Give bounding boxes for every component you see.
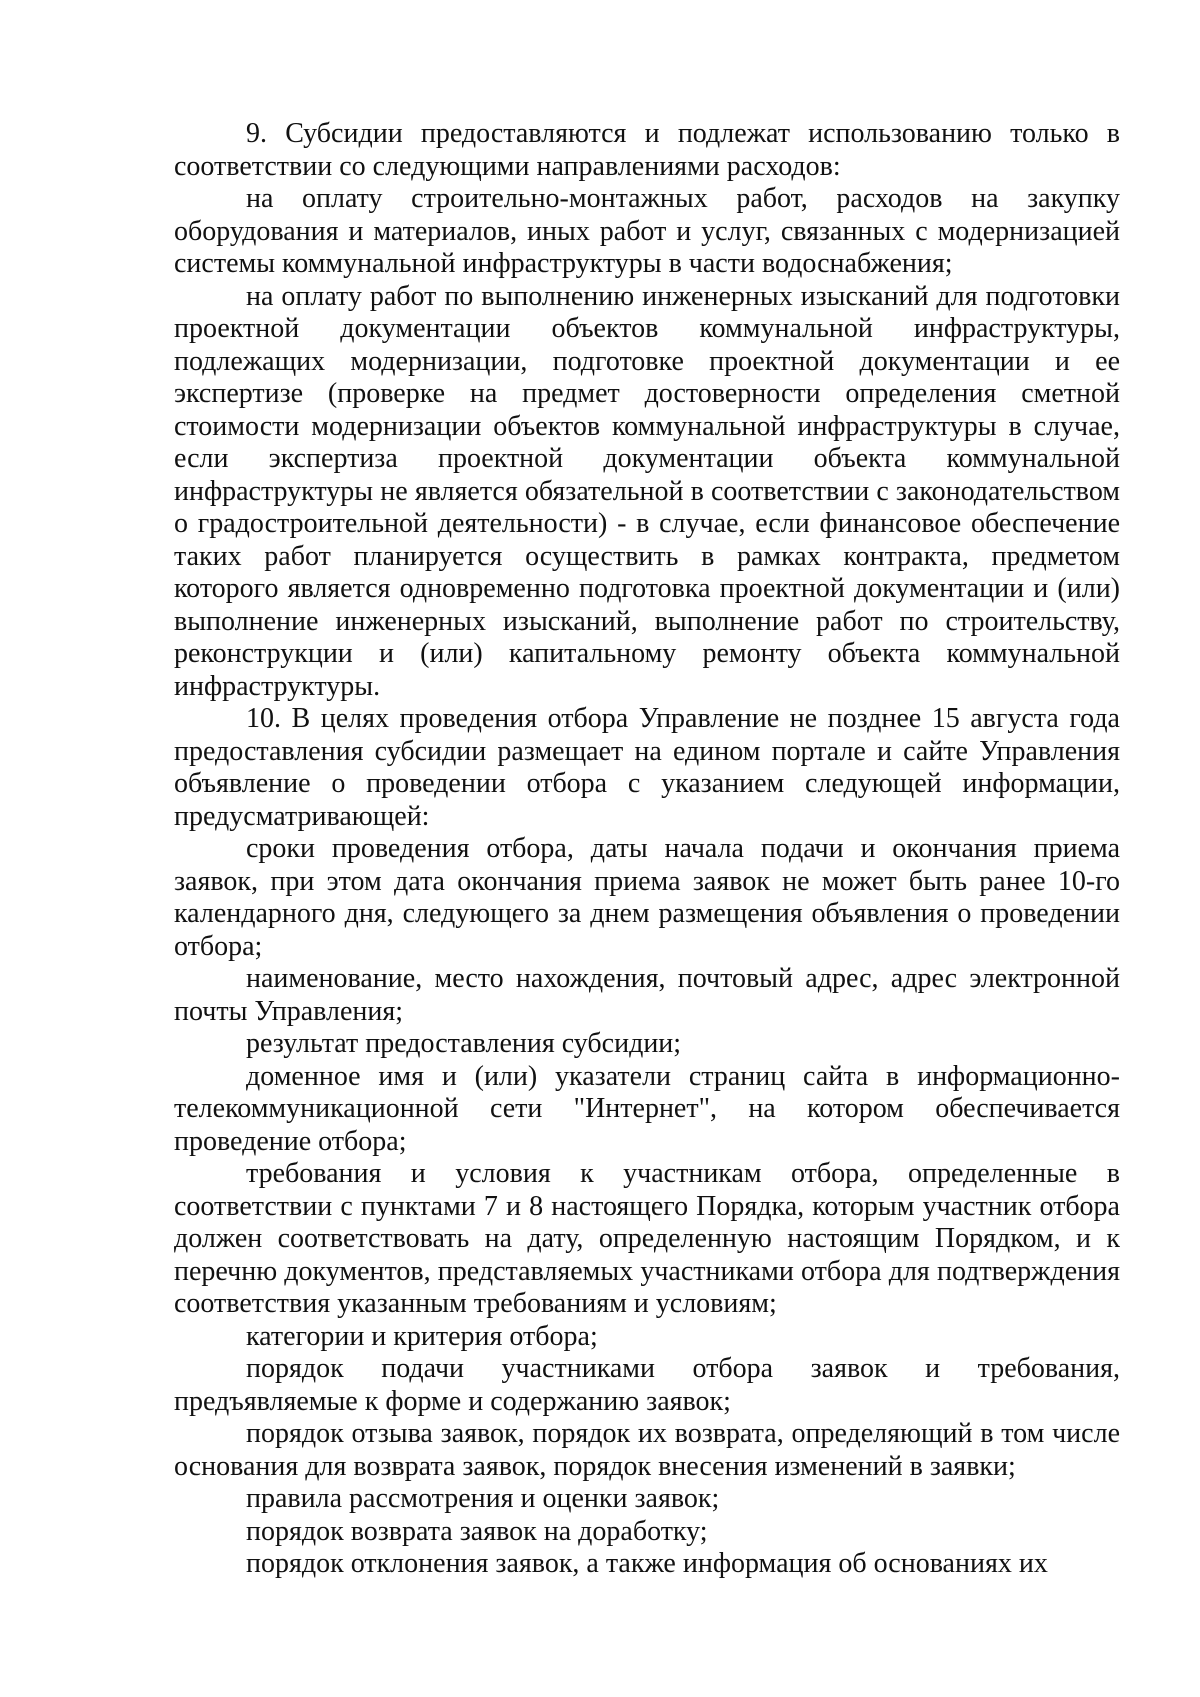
list-item-participant-requirements: требования и условия к участникам отбора, определенные в соответствии с пунктами 7 и 8 настоящего Порядка, которым участник отбора должен соответствовать на дату, определенную настоящим Порядком, и к перечню документов, представляемых участниками отбора для подтверждения соответствия указанным требованиям и условиям;: [174, 1158, 1120, 1319]
list-item-contact-info: наименование, место нахождения, почтовый адрес, адрес электронной почты Управления;: [174, 963, 1120, 1027]
list-item-domain-name: доменное имя и (или) указатели страниц сайта в информационно-телекоммуникационной сети "Интернет", на котором обеспечивается проведение отбора;: [174, 1060, 1120, 1157]
list-item-selection-terms: сроки проведения отбора, даты начала подачи и окончания приема заявок, при этом дата окончания приема заявок не может быть ранее 10-го календарного дня, следующего за днем размещения объявления о проведении отбора;: [174, 833, 1120, 962]
list-item-selection-criteria: категории и критерия отбора;: [246, 1320, 598, 1352]
list-item-submission-procedure: порядок подачи участниками отбора заявок и требования, предъявляемые к форме и содержанию заявок;: [174, 1353, 1120, 1417]
list-item-withdrawal-procedure: порядок отзыва заявок, порядок их возврата, определяющий в том числе основания для возврата заявок, порядок внесения изменений в заявки;: [174, 1418, 1120, 1482]
paragraph-item-9: 9. Субсидии предоставляются и подлежат использованию только в соответствии со следующими направлениями расходов:: [174, 118, 1120, 182]
list-item-construction-works: на оплату строительно-монтажных работ, расходов на закупку оборудования и материалов, иных работ и услуг, связанных с модернизацией системы коммунальной инфраструктуры в части водоснабжения;: [174, 183, 1120, 279]
list-item-subsidy-result: результат предоставления субсидии;: [246, 1028, 682, 1059]
paragraph-item-10: 10. В целях проведения отбора Управление не позднее 15 августа года предоставления субсидии размещает на едином портале и сайте Управления объявление о проведении отбора с указанием следующей информации, предусматривающей:: [174, 703, 1120, 832]
list-item-return-for-revision: порядок возврата заявок на доработку;: [246, 1515, 708, 1547]
list-item-rejection-procedure: порядок отклонения заявок, а также информация об основаниях их: [246, 1548, 1048, 1579]
document-body: [174, 118, 1120, 1581]
list-item-engineering-surveys: на оплату работ по выполнению инженерных изысканий для подготовки проектной документации объектов коммунальной инфраструктуры, подлежащих модернизации, подготовке проектной документации и ее экспертизе (проверке на предмет достоверности определения сметной стоимости модернизации объектов коммунальной инфраструктуры в случае, если экспертиза проектной документации объекта коммунальной инфраструктуры не является обязательной в соответствии с законодательством о градостроительной деятельности) - в случае, если финансовое обеспечение таких работ планируется осуществить в рамках контракта, предметом которого является одновременно подготовка проектной документации и (или) выполнение инженерных изысканий, выполнение работ по строительству, реконструкции и (или) капитальному ремонту объекта коммунальной инфраструктуры.: [174, 280, 1120, 702]
list-item-review-rules: правила рассмотрения и оценки заявок;: [246, 1483, 720, 1514]
